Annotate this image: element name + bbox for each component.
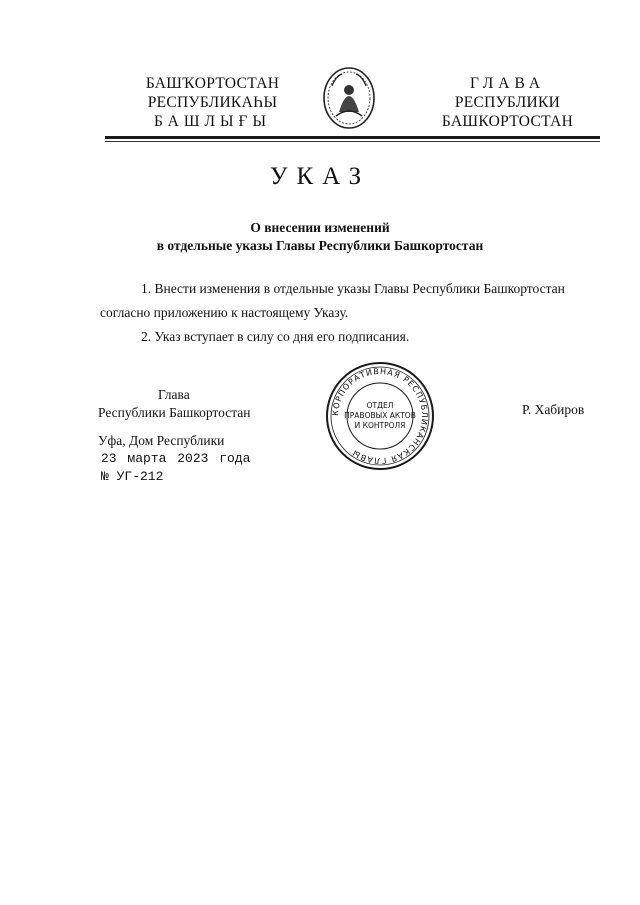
header-right-line-1: ГЛАВА bbox=[469, 75, 546, 92]
coat-of-arms-emblem bbox=[322, 66, 376, 130]
body-item-2: 2. Указ вступает в силу со дня его подписания. bbox=[141, 329, 410, 344]
subject-line-1: О внесении изменений bbox=[250, 220, 390, 235]
body-item-1-line-1: 1. Внести изменения в отдельные указы Главы Республики Башкортостан bbox=[141, 281, 565, 296]
stamp-center-line-1: ОТДЕЛ bbox=[366, 401, 394, 410]
signature-position-line-2: Республики Башкортостан bbox=[98, 405, 251, 420]
official-stamp bbox=[324, 360, 436, 472]
document-title: УКАЗ bbox=[269, 163, 371, 190]
header-rule-thin bbox=[105, 141, 600, 142]
signature-position bbox=[98, 386, 278, 422]
header-right-line-3: БАШКОРТОСТАН bbox=[441, 113, 574, 130]
header-left-line-2: РЕСПУБЛИКАҺЫ bbox=[147, 94, 278, 111]
footer-number: № УГ-212 bbox=[101, 469, 164, 484]
header-left-line-1: БАШҠОРТОСТАН bbox=[145, 75, 280, 92]
footer-date: 23 марта 2023 года bbox=[101, 451, 251, 466]
header-left bbox=[115, 74, 310, 131]
footer-place: Уфа, Дом Республики bbox=[98, 433, 225, 448]
stamp-ring-text: КОРПОРАТИВНАЯ РЕСПУБЛИКАНСКАЯ ГЛАВЫ bbox=[330, 366, 430, 466]
signature-position-line-1: Глава bbox=[158, 387, 190, 402]
header-left-line-3: БАШЛЫҒЫ bbox=[153, 113, 272, 130]
header-right-line-2: РЕСПУБЛИКИ bbox=[454, 94, 561, 111]
document-subject bbox=[80, 219, 560, 255]
signature-name: Р. Хабиров bbox=[522, 402, 585, 417]
header-right bbox=[410, 74, 605, 131]
header-rule-thick bbox=[105, 136, 600, 139]
stamp-center-line-2: ПРАВОВЫХ АКТОВ bbox=[344, 411, 416, 420]
stamp-center-line-3: И КОНТРОЛЯ bbox=[354, 421, 406, 430]
body-item-1-line-2: согласно приложению к настоящему Указу. bbox=[100, 305, 349, 320]
subject-line-2: в отдельные указы Главы Республики Башкортостан bbox=[156, 238, 484, 253]
